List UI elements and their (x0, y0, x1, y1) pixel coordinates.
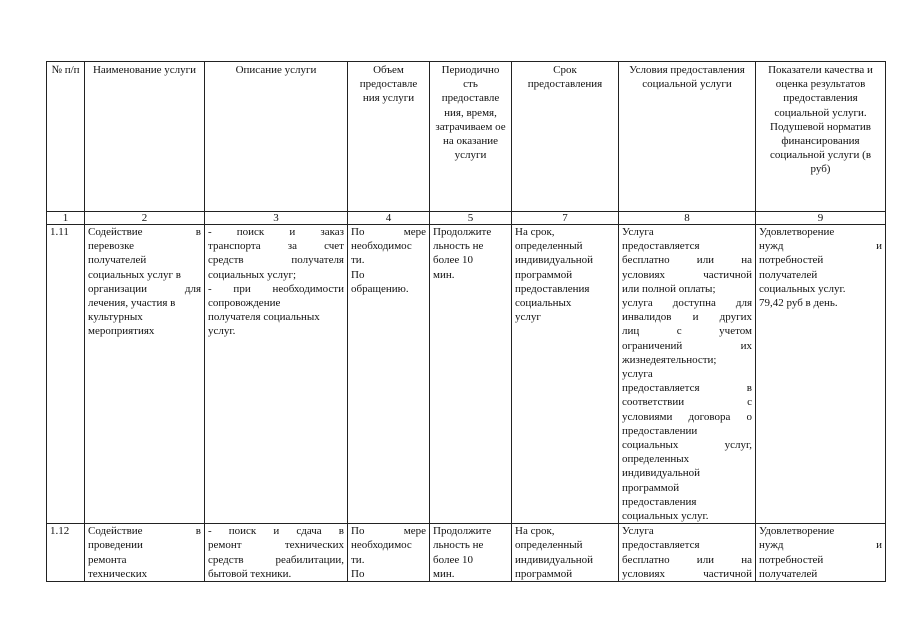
cell-text-line: нужд и (759, 539, 882, 552)
cell-text-line: необходимос (351, 240, 412, 253)
cell-text-line: условиями договора о (622, 410, 752, 423)
column-number: 4 (348, 212, 430, 225)
column-number: 8 (619, 212, 756, 225)
cell-text-line: предоставляется (622, 539, 700, 552)
header-cell-term: Срок предоставления (512, 62, 619, 212)
service-indicators-cell (756, 524, 886, 582)
cell-text-line: транспорта за счет (208, 240, 344, 253)
header-cell-indicators: Показатели качества и оценка результатов предоставления социальной услуги. Подушевой норматив финансирования социальной услуги (в руб) (756, 62, 886, 212)
cell-text-line: услуг. (208, 325, 236, 338)
cell-text-line: необходимос (351, 539, 412, 552)
header-cell-conditions: Условия предоставления социальной услуги (619, 62, 756, 212)
cell-text-line: мероприятиях (88, 325, 155, 338)
cell-text-line: более 10 (433, 553, 473, 566)
column-number: 3 (205, 212, 348, 225)
header-cell-description: Описание услуги (205, 62, 348, 212)
header-row (47, 62, 886, 212)
cell-text-line: получателя социальных (208, 311, 320, 324)
cell-text-line: получателей (88, 254, 147, 267)
cell-text-line: нужд и (759, 240, 882, 253)
service-description-cell (205, 524, 348, 582)
cell-text-line: организации для (88, 282, 201, 295)
cell-text-line: На срок, (515, 525, 555, 538)
header-cell-num: № п/п (47, 62, 85, 212)
cell-text-line: инвалидов и других (622, 311, 752, 324)
table-row (47, 524, 886, 582)
cell-text-line: - поиск и заказ (208, 226, 344, 238)
service-volume-cell (348, 225, 430, 524)
cell-text-line: Продолжите (433, 226, 492, 238)
cell-text-line: услуг (515, 311, 541, 324)
cell-text-line: Содействие в (88, 226, 201, 238)
cell-text-line: социальных услуг; (208, 268, 297, 281)
cell-text-line: Услуга (622, 525, 654, 538)
service-periodicity-cell (430, 524, 512, 582)
cell-text-line: потребностей (759, 553, 824, 566)
cell-text-line: программой (622, 481, 680, 494)
service-number-cell: 1.12 (47, 524, 85, 582)
cell-text-line: - поиск и сдача в (208, 525, 344, 538)
service-conditions-cell (619, 225, 756, 524)
cell-text-line: потребностей (759, 254, 824, 267)
cell-text-line: услуга доступна для (622, 297, 752, 310)
column-number: 2 (85, 212, 205, 225)
cell-text-line: ремонта (88, 553, 127, 566)
cell-text-line: перевозке (88, 240, 135, 253)
cell-text-line: По (351, 567, 365, 580)
cell-text-line: индивидуальной (515, 553, 594, 566)
cell-text-line: Содействие в (88, 525, 201, 538)
cell-text-line: сопровождение (208, 297, 281, 310)
cell-text-line: Удовлетворение (759, 525, 835, 538)
cell-text-line: предоставляется (622, 240, 700, 253)
service-description-cell (205, 225, 348, 524)
cell-text-line: получателей (759, 567, 818, 580)
cell-text-line: определенный (515, 539, 583, 552)
cell-text-line: ремонт технических (208, 539, 344, 552)
cell-text-line: жизнедеятельности; (622, 353, 717, 366)
service-number-cell: 1.11 (47, 225, 85, 524)
cell-text-line: По мере (351, 525, 426, 538)
table-row (47, 225, 886, 524)
service-term-cell (512, 524, 619, 582)
services-table (46, 61, 886, 582)
cell-text-line: условиях частичной (622, 567, 752, 580)
service-name-cell (85, 524, 205, 582)
cell-text-line: программой (515, 268, 573, 281)
cell-text-line: - при необходимости (208, 282, 344, 295)
cell-text-line: соответствии с (622, 396, 752, 409)
header-cell-name: Наименование услуги (85, 62, 205, 212)
cell-text-line: предоставлении (622, 424, 698, 437)
cell-text-line: На срок, (515, 226, 555, 238)
cell-text-line: Удовлетворение (759, 226, 835, 238)
cell-text-line: индивидуальной (622, 467, 701, 480)
column-number: 9 (756, 212, 886, 225)
column-number: 5 (430, 212, 512, 225)
cell-text-line: средств реабилитации, (208, 553, 344, 566)
cell-text-line: бесплатно или на (622, 553, 752, 566)
column-number-row (47, 212, 886, 225)
cell-text-line: социальных услуг. (622, 510, 709, 523)
cell-text-line: льность не (433, 240, 484, 253)
cell-text-line: лиц с учетом (622, 325, 752, 338)
cell-text-line: социальных услуг. (759, 282, 846, 295)
cell-text-line: услуга (622, 368, 653, 381)
cell-text-line: мин. (433, 567, 455, 580)
cell-text-line: обращению. (351, 282, 409, 295)
column-number: 1 (47, 212, 85, 225)
cell-text-line: социальных услуг, (622, 439, 752, 452)
service-indicators-cell (756, 225, 886, 524)
cell-text-line: По (351, 268, 365, 281)
cell-text-line: программой (515, 567, 573, 580)
cell-text-line: получателей (759, 268, 818, 281)
cell-text-line: Продолжите (433, 525, 492, 538)
cell-text-line: предоставления (622, 495, 697, 508)
cell-text-line: ограничений их (622, 339, 752, 352)
cell-text-line: мин. (433, 268, 455, 281)
cell-text-line: социальных (515, 297, 572, 310)
header-cell-volume: Объем предоставле ния услуги (348, 62, 430, 212)
cell-text-line: предоставления (515, 282, 590, 295)
service-term-cell (512, 225, 619, 524)
cell-text-line: социальных услуг в (88, 268, 181, 281)
cell-text-line: более 10 (433, 254, 473, 267)
header-cell-periodicity: Периодично сть предоставле ния, время, затрачиваем ое на оказание услуги (430, 62, 512, 212)
cell-text-line: 79,42 руб в день. (759, 297, 838, 310)
cell-text-line: ти. (351, 254, 365, 267)
cell-text-line: определенных (622, 453, 690, 466)
service-volume-cell (348, 524, 430, 582)
cell-text-line: культурных (88, 311, 143, 324)
cell-text-line: средств получателя (208, 254, 344, 267)
service-name-cell (85, 225, 205, 524)
cell-text-line: льность не (433, 539, 484, 552)
service-periodicity-cell (430, 225, 512, 524)
cell-text-line: проведении (88, 539, 143, 552)
service-conditions-cell (619, 524, 756, 582)
cell-text-line: технических (88, 567, 148, 580)
cell-text-line: условиях частичной (622, 268, 752, 281)
cell-text-line: индивидуальной (515, 254, 594, 267)
cell-text-line: определенный (515, 240, 583, 253)
cell-text-line: бытовой техники. (208, 567, 292, 580)
cell-text-line: Услуга (622, 226, 654, 238)
cell-text-line: лечения, участия в (88, 297, 176, 310)
cell-text-line: предоставляется в (622, 382, 752, 395)
cell-text-line: бесплатно или на (622, 254, 752, 267)
cell-text-line: ти. (351, 553, 365, 566)
cell-text-line: или полной оплаты; (622, 282, 716, 295)
cell-text-line: По мере (351, 226, 426, 238)
column-number: 7 (512, 212, 619, 225)
table-body (47, 225, 886, 582)
